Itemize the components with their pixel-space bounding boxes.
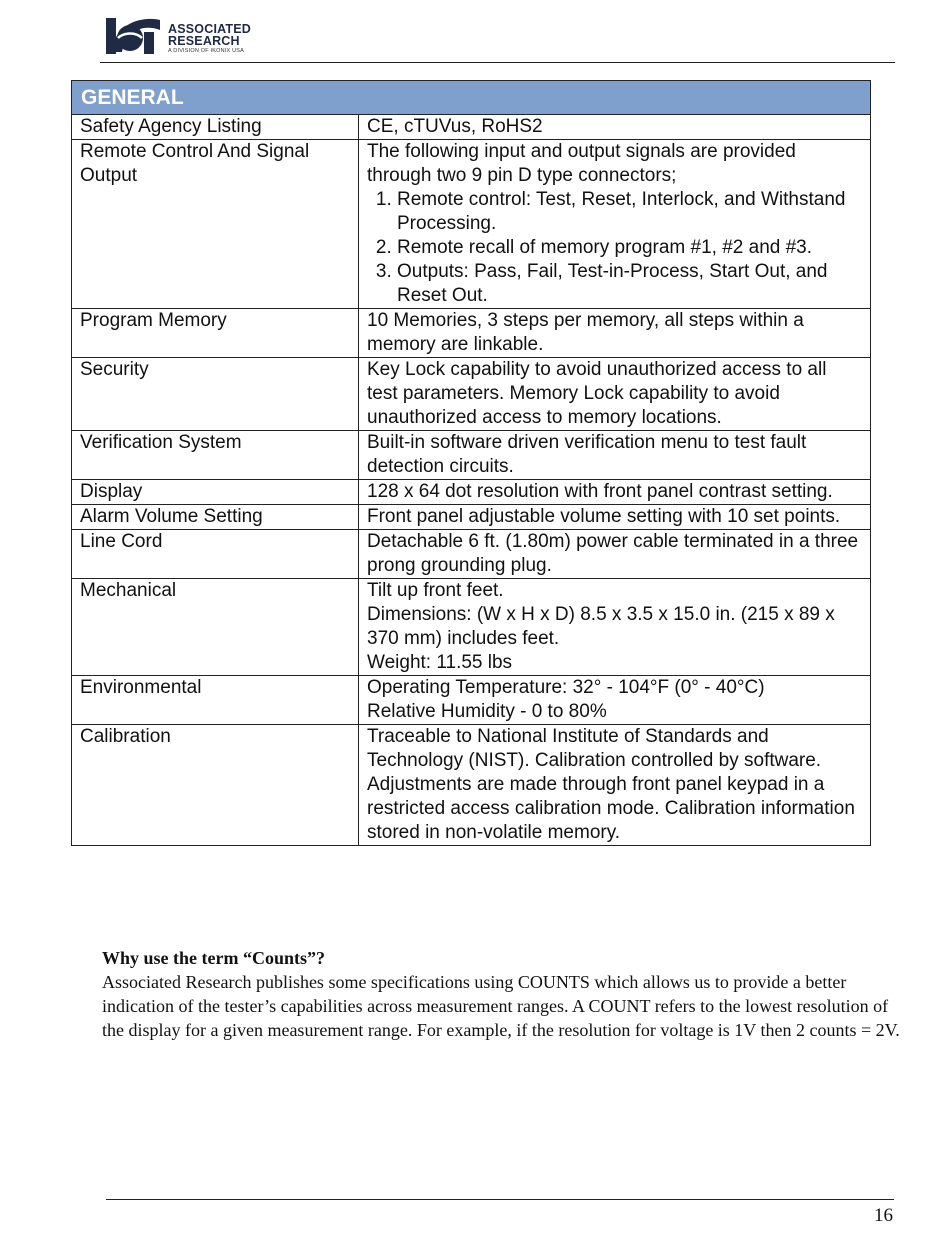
table-row — [72, 309, 871, 358]
table-row — [72, 480, 871, 505]
row-value — [359, 676, 871, 725]
row-label: Calibration — [72, 725, 359, 846]
table-row — [72, 140, 871, 309]
table-title: GENERAL — [72, 81, 871, 115]
row-value — [359, 579, 871, 676]
table-row — [72, 676, 871, 725]
table-row — [72, 579, 871, 676]
counts-paragraph: Associated Research publishes some specifications using COUNTS which allows us to provide a better indication of the tester’s capabilities across measurement ranges. A COUNT refers to the lowest resolution of the display for a given measurement range. For example, if the resolution for voltage is 1V then 2 counts = 2V. — [102, 972, 900, 1040]
list-item: 3. Outputs: Pass, Fail, Test-in-Process, Start Out, and Reset Out. — [397, 260, 862, 308]
counts-heading: Why use the term “Counts”? — [102, 948, 325, 968]
row-label: Display — [72, 480, 359, 505]
row-value: Detachable 6 ft. (1.80m) power cable terminated in a three prong grounding plug. — [359, 530, 871, 579]
table-row — [72, 115, 871, 140]
logo-text-line1: ASSOCIATED — [168, 22, 252, 36]
logo-text-line2: RESEARCH — [168, 34, 240, 48]
row-value: Traceable to National Institute of Standards and Technology (NIST). Calibration controlled by software. Adjustments are made through front panel keypad in a restricted access calibration mode. Calibration information stored in non-volatile memory. — [359, 725, 871, 846]
table-row — [72, 725, 871, 846]
signal-list — [367, 188, 862, 308]
row-value-intro: The following input and output signals are provided through two 9 pin D type connectors; — [367, 141, 796, 186]
row-label: Alarm Volume Setting — [72, 505, 359, 530]
row-label: Mechanical — [72, 579, 359, 676]
general-spec-table — [71, 80, 871, 846]
row-value-line: Dimensions: (W x H x D) 8.5 x 3.5 x 15.0 in. (215 x 89 x 370 mm) includes feet. — [367, 604, 835, 649]
page-number: 16 — [874, 1205, 893, 1226]
company-logo — [104, 10, 264, 58]
row-label: Environmental — [72, 676, 359, 725]
row-label: Program Memory — [72, 309, 359, 358]
row-label: Security — [72, 358, 359, 431]
row-value: CE, cTUVus, RoHS2 — [359, 115, 871, 140]
list-item: 2. Remote recall of memory program #1, #2 and #3. — [397, 236, 862, 260]
table-row — [72, 431, 871, 480]
row-value-line: Relative Humidity - 0 to 80% — [367, 701, 607, 722]
table-row — [72, 358, 871, 431]
table-row — [72, 530, 871, 579]
counts-explanation — [102, 946, 902, 1042]
page-header — [0, 0, 950, 64]
row-value-line: Weight: 11.55 lbs — [367, 652, 513, 673]
row-value-line: Operating Temperature: 32° - 104°F (0° - 40°C) — [367, 677, 765, 698]
logo-subtitle: A DIVISION OF IKONIX USA — [168, 48, 245, 54]
row-value: 128 x 64 dot resolution with front panel contrast setting. — [359, 480, 871, 505]
row-label: Remote Control And Signal Output — [72, 140, 359, 309]
row-label: Line Cord — [72, 530, 359, 579]
row-value-line: Tilt up front feet. — [367, 580, 504, 601]
row-value — [359, 140, 871, 309]
row-value: Front panel adjustable volume setting with 10 set points. — [359, 505, 871, 530]
row-label: Safety Agency Listing — [72, 115, 359, 140]
footer-divider — [106, 1199, 894, 1200]
row-value: Key Lock capability to avoid unauthorized access to all test parameters. Memory Lock capability to avoid unauthorized access to memory locations. — [359, 358, 871, 431]
list-item: 1. Remote control: Test, Reset, Interlock, and Withstand Processing. — [397, 188, 862, 236]
row-value: Built-in software driven verification menu to test fault detection circuits. — [359, 431, 871, 480]
table-header-row — [72, 81, 871, 115]
header-divider — [100, 62, 895, 63]
row-label: Verification System — [72, 431, 359, 480]
row-value: 10 Memories, 3 steps per memory, all steps within a memory are linkable. — [359, 309, 871, 358]
table-row — [72, 505, 871, 530]
ar-swoosh-logo-icon — [104, 12, 166, 56]
